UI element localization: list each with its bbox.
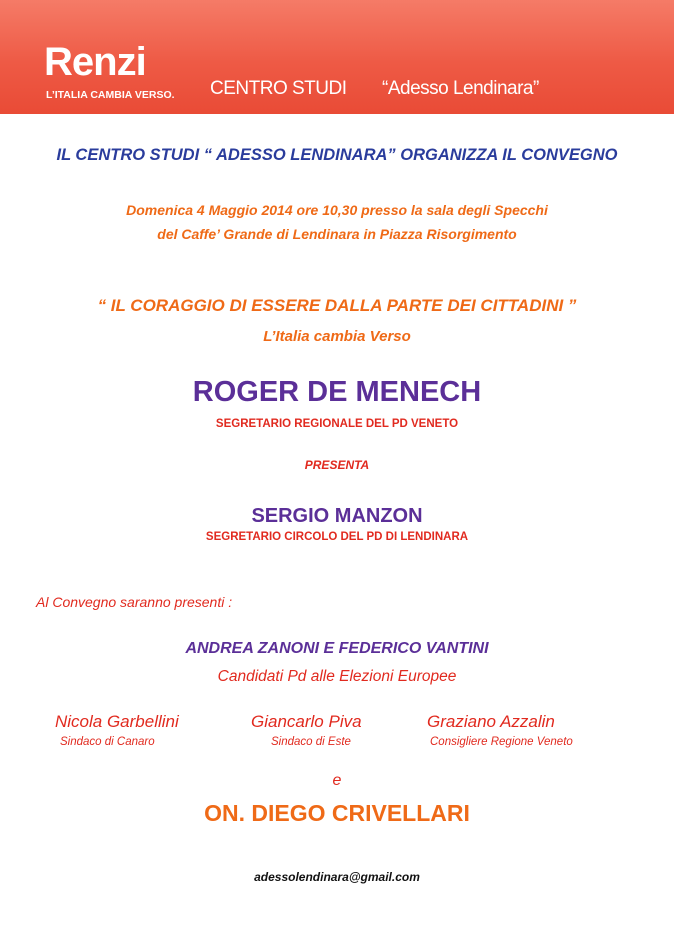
mayor-1-role: Sindaco di Canaro — [60, 736, 155, 748]
presenta-label: PRESENTA — [304, 458, 370, 472]
contact-email[interactable]: adessolendinara@gmail.com — [254, 870, 420, 884]
mayor-3-name: Graziano Azzalin — [427, 712, 555, 731]
mayor-2-role: Sindaco di Este — [271, 736, 351, 748]
speaker2-name: SERGIO MANZON — [251, 505, 423, 527]
date-line-2: del Caffe’ Grande di Lendinara in Piazza Risorgimento — [157, 226, 517, 242]
present-intro: Al Convegno saranno presenti : — [36, 594, 233, 610]
speaker1-role: SEGRETARIO REGIONALE DEL PD VENETO — [215, 418, 459, 430]
conjunction: e — [332, 772, 342, 789]
candidates-names: ANDREA ZANONI E FEDERICO VANTINI — [185, 640, 489, 657]
event-subtitle: L’Italia cambia Verso — [263, 328, 411, 345]
candidates-role: Candidati Pd alle Elezioni Europee — [217, 668, 457, 685]
mayor-2-name: Giancarlo Piva — [251, 712, 362, 731]
header-title-left: CENTRO STUDI — [210, 78, 347, 99]
intro-line: IL CENTRO STUDI “ ADESSO LENDINARA” ORGANIZZA IL CONVEGNO — [56, 146, 618, 164]
speaker2-role: SEGRETARIO CIRCOLO DEL PD DI LENDINARA — [205, 531, 469, 543]
header-title-right: “Adesso Lendinara” — [382, 78, 539, 99]
logo-wordmark: Renzi — [44, 40, 146, 84]
final-guest: ON. DIEGO CRIVELLARI — [204, 800, 470, 826]
renzi-logo — [44, 40, 194, 110]
date-line-1: Domenica 4 Maggio 2014 ore 10,30 presso la sala degli Specchi — [126, 202, 548, 218]
mayor-1-name: Nicola Garbellini — [55, 712, 179, 731]
event-title: “ IL CORAGGIO DI ESSERE DALLA PARTE DEI CITTADINI ” — [97, 296, 577, 315]
header-banner — [0, 0, 674, 114]
mayor-3-role: Consigliere Regione Veneto — [430, 736, 573, 748]
speaker1-name: ROGER DE MENECH — [192, 376, 482, 408]
logo-tagline: L’ITALIA CAMBIA VERSO. — [46, 89, 175, 101]
